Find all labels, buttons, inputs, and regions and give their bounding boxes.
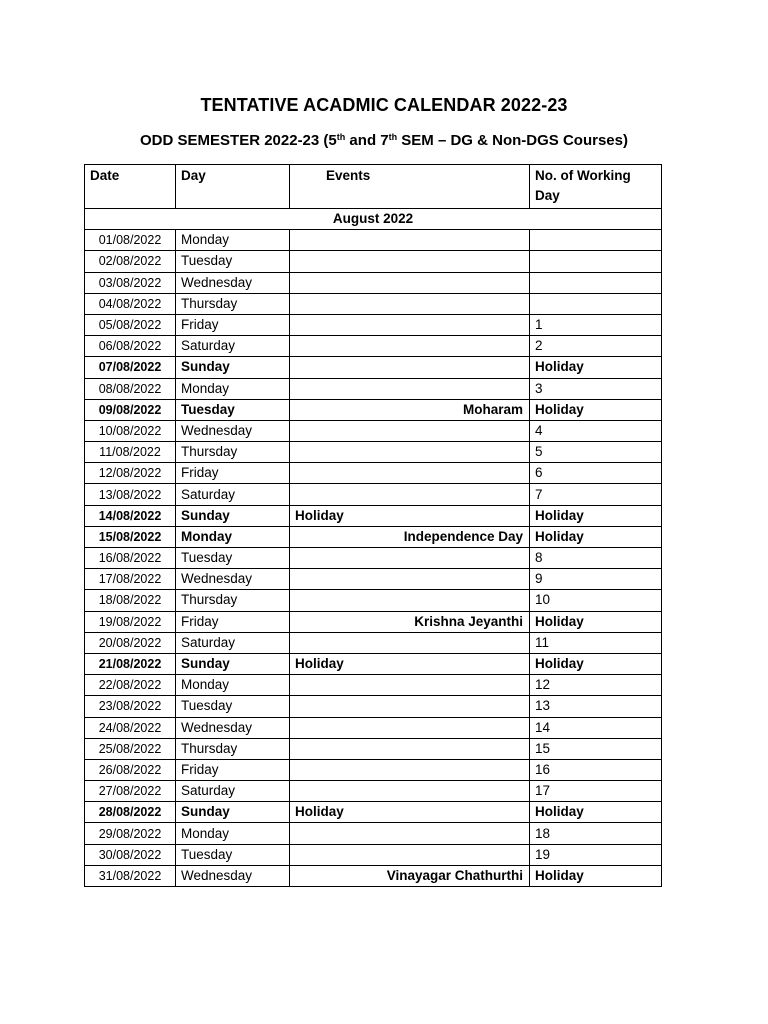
row-day: Wednesday xyxy=(176,569,290,590)
row-working-day: Holiday xyxy=(530,526,662,547)
row-working-day: Holiday xyxy=(530,802,662,823)
row-date: 01/08/2022 xyxy=(85,230,176,251)
row-date: 19/08/2022 xyxy=(85,611,176,632)
row-day: Monday xyxy=(176,675,290,696)
table-row xyxy=(85,802,662,823)
row-event xyxy=(290,336,530,357)
row-date: 06/08/2022 xyxy=(85,336,176,357)
row-date: 12/08/2022 xyxy=(85,463,176,484)
subtitle-part3: SEM – DG & Non-DGS Courses) xyxy=(397,132,628,149)
row-date: 29/08/2022 xyxy=(85,823,176,844)
row-event xyxy=(290,230,530,251)
row-working-day: 14 xyxy=(530,717,662,738)
header-working-day: No. of Working Day xyxy=(530,165,662,209)
subtitle-part1: ODD SEMESTER 2022-23 (5 xyxy=(140,132,337,149)
row-event xyxy=(290,272,530,293)
row-working-day: Holiday xyxy=(530,611,662,632)
row-event: Moharam xyxy=(290,399,530,420)
row-working-day: 19 xyxy=(530,844,662,865)
row-day: Thursday xyxy=(176,293,290,314)
row-working-day: 15 xyxy=(530,738,662,759)
row-event: Holiday xyxy=(290,802,530,823)
table-row xyxy=(85,653,662,674)
row-event xyxy=(290,548,530,569)
row-event xyxy=(290,632,530,653)
table-row xyxy=(85,526,662,547)
row-date: 07/08/2022 xyxy=(85,357,176,378)
row-working-day: 11 xyxy=(530,632,662,653)
row-working-day: 18 xyxy=(530,823,662,844)
calendar-table xyxy=(84,164,662,887)
row-day: Thursday xyxy=(176,590,290,611)
row-date: 22/08/2022 xyxy=(85,675,176,696)
row-event: Independence Day xyxy=(290,526,530,547)
row-day: Friday xyxy=(176,463,290,484)
row-working-day xyxy=(530,272,662,293)
row-event xyxy=(290,675,530,696)
row-day: Sunday xyxy=(176,505,290,526)
table-row xyxy=(85,569,662,590)
row-working-day: 9 xyxy=(530,569,662,590)
row-working-day xyxy=(530,230,662,251)
row-date: 09/08/2022 xyxy=(85,399,176,420)
calendar-table-body xyxy=(85,165,662,887)
row-date: 04/08/2022 xyxy=(85,293,176,314)
row-date: 26/08/2022 xyxy=(85,759,176,780)
row-event xyxy=(290,781,530,802)
row-day: Thursday xyxy=(176,738,290,759)
table-row xyxy=(85,590,662,611)
row-event xyxy=(290,293,530,314)
month-label: August 2022 xyxy=(85,209,662,230)
row-working-day: 8 xyxy=(530,548,662,569)
row-working-day: 10 xyxy=(530,590,662,611)
row-date: 05/08/2022 xyxy=(85,314,176,335)
row-event: Holiday xyxy=(290,505,530,526)
table-row xyxy=(85,738,662,759)
table-row xyxy=(85,505,662,526)
row-working-day: Holiday xyxy=(530,399,662,420)
table-row xyxy=(85,865,662,886)
subtitle-sup1: th xyxy=(336,132,346,142)
table-row xyxy=(85,463,662,484)
row-working-day: 4 xyxy=(530,420,662,441)
table-row xyxy=(85,844,662,865)
row-day: Wednesday xyxy=(176,420,290,441)
subtitle-sup2: th xyxy=(388,132,398,142)
table-row xyxy=(85,442,662,463)
row-day: Friday xyxy=(176,759,290,780)
table-row xyxy=(85,759,662,780)
row-date: 16/08/2022 xyxy=(85,548,176,569)
row-event xyxy=(290,314,530,335)
row-date: 25/08/2022 xyxy=(85,738,176,759)
calendar-table-wrapper xyxy=(84,164,661,887)
row-event: Krishna Jeyanthi xyxy=(290,611,530,632)
row-event xyxy=(290,844,530,865)
row-event xyxy=(290,823,530,844)
row-date: 08/08/2022 xyxy=(85,378,176,399)
row-day: Tuesday xyxy=(176,548,290,569)
page-title: TENTATIVE ACADMIC CALENDAR 2022-23 xyxy=(200,95,568,115)
row-day: Friday xyxy=(176,611,290,632)
row-event xyxy=(290,569,530,590)
row-working-day: 16 xyxy=(530,759,662,780)
row-date: 20/08/2022 xyxy=(85,632,176,653)
table-row xyxy=(85,272,662,293)
row-event: Vinayagar Chathurthi xyxy=(290,865,530,886)
table-row xyxy=(85,420,662,441)
row-working-day: 3 xyxy=(530,378,662,399)
row-day: Sunday xyxy=(176,357,290,378)
row-day: Wednesday xyxy=(176,865,290,886)
row-day: Monday xyxy=(176,526,290,547)
row-date: 31/08/2022 xyxy=(85,865,176,886)
row-day: Sunday xyxy=(176,802,290,823)
row-day: Friday xyxy=(176,314,290,335)
row-date: 10/08/2022 xyxy=(85,420,176,441)
subtitle-part2: and 7 xyxy=(345,132,389,149)
table-row xyxy=(85,548,662,569)
table-row xyxy=(85,293,662,314)
header-date: Date xyxy=(85,165,176,209)
row-day: Saturday xyxy=(176,336,290,357)
table-row xyxy=(85,357,662,378)
table-row xyxy=(85,823,662,844)
row-date: 28/08/2022 xyxy=(85,802,176,823)
row-date: 02/08/2022 xyxy=(85,251,176,272)
table-row xyxy=(85,336,662,357)
row-event xyxy=(290,696,530,717)
row-date: 30/08/2022 xyxy=(85,844,176,865)
row-day: Saturday xyxy=(176,781,290,802)
row-date: 18/08/2022 xyxy=(85,590,176,611)
row-date: 23/08/2022 xyxy=(85,696,176,717)
row-day: Tuesday xyxy=(176,251,290,272)
row-working-day: 13 xyxy=(530,696,662,717)
row-day: Wednesday xyxy=(176,717,290,738)
row-day: Tuesday xyxy=(176,696,290,717)
row-date: 13/08/2022 xyxy=(85,484,176,505)
table-row xyxy=(85,717,662,738)
row-working-day: Holiday xyxy=(530,505,662,526)
row-event xyxy=(290,738,530,759)
row-working-day: Holiday xyxy=(530,865,662,886)
row-event xyxy=(290,717,530,738)
row-event xyxy=(290,484,530,505)
row-working-day xyxy=(530,293,662,314)
row-working-day: 2 xyxy=(530,336,662,357)
row-working-day: 1 xyxy=(530,314,662,335)
row-working-day: 6 xyxy=(530,463,662,484)
row-date: 21/08/2022 xyxy=(85,653,176,674)
row-event xyxy=(290,442,530,463)
row-working-day: Holiday xyxy=(530,357,662,378)
header-day: Day xyxy=(176,165,290,209)
table-row xyxy=(85,484,662,505)
row-event xyxy=(290,463,530,484)
table-row xyxy=(85,251,662,272)
row-working-day xyxy=(530,251,662,272)
row-day: Sunday xyxy=(176,653,290,674)
row-day: Tuesday xyxy=(176,399,290,420)
row-working-day: 7 xyxy=(530,484,662,505)
row-day: Monday xyxy=(176,230,290,251)
table-row xyxy=(85,230,662,251)
row-date: 15/08/2022 xyxy=(85,526,176,547)
row-event xyxy=(290,759,530,780)
row-working-day: Holiday xyxy=(530,653,662,674)
row-day: Monday xyxy=(176,378,290,399)
table-row xyxy=(85,632,662,653)
row-working-day: 12 xyxy=(530,675,662,696)
header-row xyxy=(85,165,662,209)
table-row xyxy=(85,378,662,399)
row-event xyxy=(290,357,530,378)
row-date: 24/08/2022 xyxy=(85,717,176,738)
table-row xyxy=(85,675,662,696)
row-date: 17/08/2022 xyxy=(85,569,176,590)
row-date: 27/08/2022 xyxy=(85,781,176,802)
row-date: 03/08/2022 xyxy=(85,272,176,293)
header-events: Events xyxy=(290,165,530,209)
table-row xyxy=(85,611,662,632)
row-day: Wednesday xyxy=(176,272,290,293)
page-subtitle xyxy=(0,132,768,149)
row-day: Monday xyxy=(176,823,290,844)
row-event xyxy=(290,251,530,272)
row-date: 11/08/2022 xyxy=(85,442,176,463)
row-working-day: 17 xyxy=(530,781,662,802)
row-day: Saturday xyxy=(176,632,290,653)
row-date: 14/08/2022 xyxy=(85,505,176,526)
table-row xyxy=(85,399,662,420)
month-row xyxy=(85,209,662,230)
table-row xyxy=(85,314,662,335)
row-event xyxy=(290,420,530,441)
row-event: Holiday xyxy=(290,653,530,674)
table-row xyxy=(85,781,662,802)
row-working-day: 5 xyxy=(530,442,662,463)
row-day: Thursday xyxy=(176,442,290,463)
row-day: Saturday xyxy=(176,484,290,505)
table-row xyxy=(85,696,662,717)
row-event xyxy=(290,378,530,399)
row-day: Tuesday xyxy=(176,844,290,865)
row-event xyxy=(290,590,530,611)
